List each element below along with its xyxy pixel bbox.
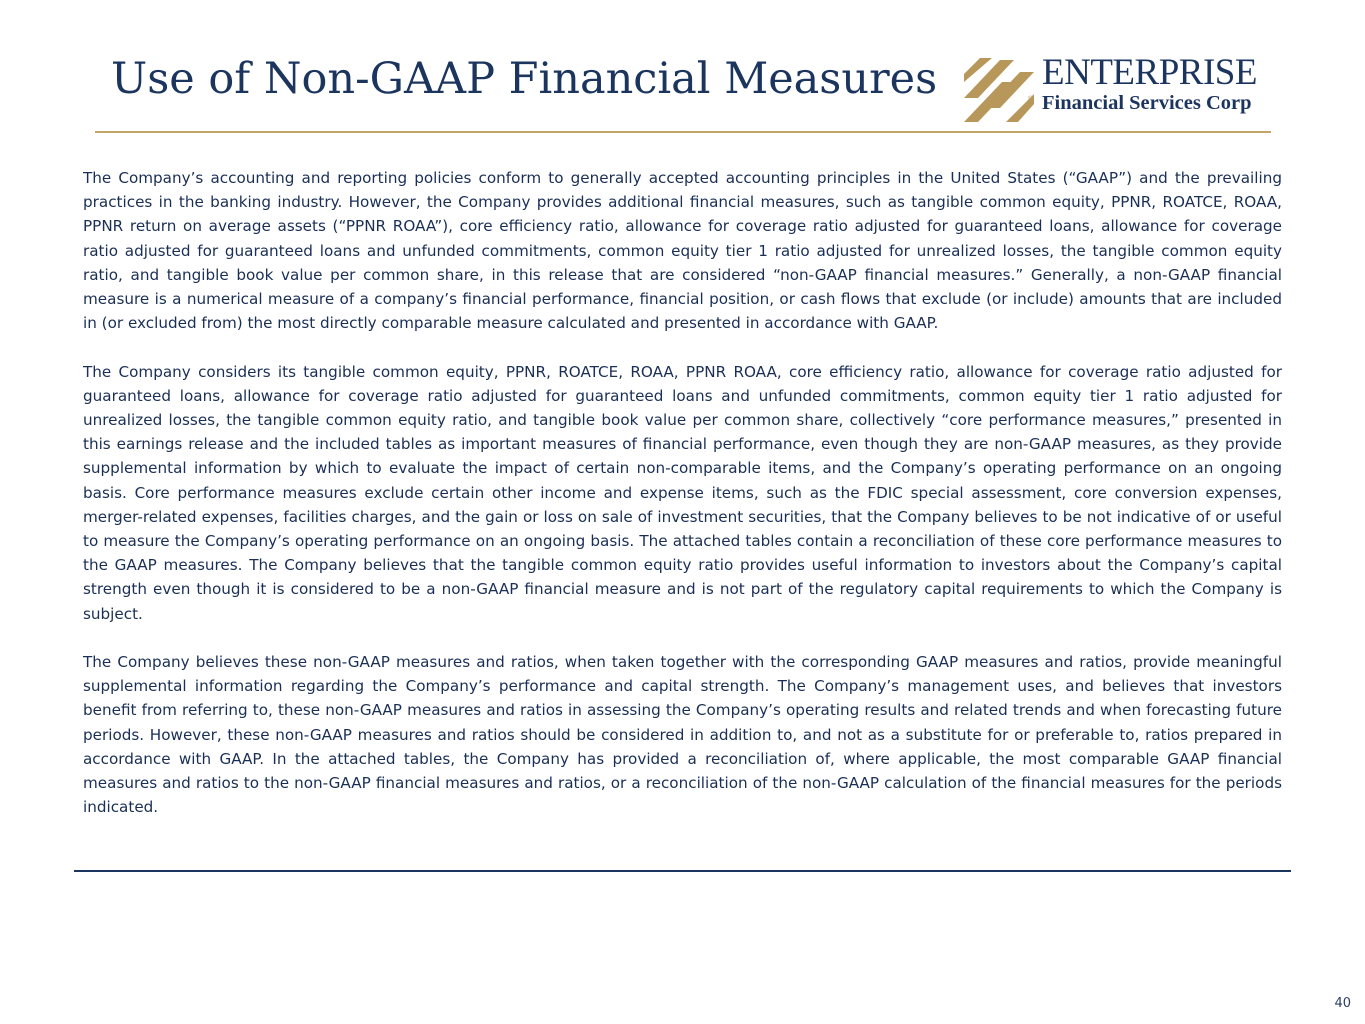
slide-title: Use of Non-GAAP Financial Measures [111, 54, 938, 104]
enterprise-stripes-logo-icon [962, 58, 1040, 122]
header-divider [95, 131, 1271, 133]
paragraph-2: The Company considers its tangible common equity, PPNR, ROATCE, ROAA, PPNR ROAA, core efficiency ratio, allowance for coverage ratio adjusted for guaranteed loans, allowance for coverage ratio adjusted for guaranteed loans and unfunded commitments, common equity tier 1 ratio adjusted for unrealized losses, the tangible common equity ratio, and tangible book value per common share, collectively “core performance measures,” presented in this earnings release and the included tables as important measures of financial performance, even though they are non-GAAP measures, as they provide supplemental information by which to evaluate the impact of certain non-comparable items, and the Company’s operating performance on an ongoing basis. Core performance measures exclude certain other income and expense items, such as the FDIC special assessment, core conversion expenses, merger-related expenses, facilities charges, and the gain or loss on sale of investment securities, that the Company believes to be not indicative of or useful to measure the Company’s operating performance on an ongoing basis. The attached tables contain a reconciliation of these core performance measures to the GAAP measures. The Company believes that the tangible common equity ratio provides useful information to investors about the Company’s capital strength even though it is considered to be a non-GAAP financial measure and is not part of the regulatory capital requirements to which the Company is subject. [83, 362, 1282, 623]
logo-company-name: ENTERPRISE [1042, 52, 1257, 93]
logo-company-subtitle: Financial Services Corp [1042, 92, 1252, 114]
company-logo [962, 52, 1274, 122]
registered-mark: ® [1028, 96, 1034, 103]
body-text [83, 166, 1282, 819]
paragraph-3: The Company believes these non-GAAP measures and ratios, when taken together with the corresponding GAAP measures and ratios, provide meaningful supplemental information regarding the Company’s performance and capital strength. The Company’s management uses, and believes that investors benefit from referring to, these non-GAAP measures and ratios in assessing the Company’s operating results and related trends and when forecasting future periods. However, these non-GAAP measures and ratios should be considered in addition to, and not as a substitute for or preferable to, ratios prepared in accordance with GAAP. In the attached tables, the Company has provided a reconciliation of, where applicable, the most comparable GAAP financial measures and ratios to the non-GAAP financial measures and ratios, or a reconciliation of the non-GAAP calculation of the financial measures for the periods indicated. [83, 653, 1282, 817]
logo-wordmark [1042, 52, 1257, 116]
page-number: 40 [1334, 996, 1351, 1011]
footer-divider [74, 870, 1291, 872]
paragraph-1: The Company’s accounting and reporting policies conform to generally accepted accounting principles in the United States (“GAAP”) and the prevailing practices in the banking industry. However, the Company provides additional financial measures, such as tangible common equity, PPNR, ROATCE, ROAA, PPNR return on average assets (“PPNR ROAA”), core efficiency ratio, allowance for coverage ratio adjusted for guaranteed loans, allowance for coverage ratio adjusted for guaranteed loans and unfunded commitments, common equity tier 1 ratio adjusted for unrealized losses, the tangible common equity ratio, and tangible book value per common share, in this release that are considered “non-GAAP financial measures.” Generally, a non-GAAP financial measure is a numerical measure of a company’s financial performance, financial position, or cash flows that exclude (or include) amounts that are included in (or excluded from) the most directly comparable measure calculated and presented in accordance with GAAP. [83, 169, 1282, 333]
